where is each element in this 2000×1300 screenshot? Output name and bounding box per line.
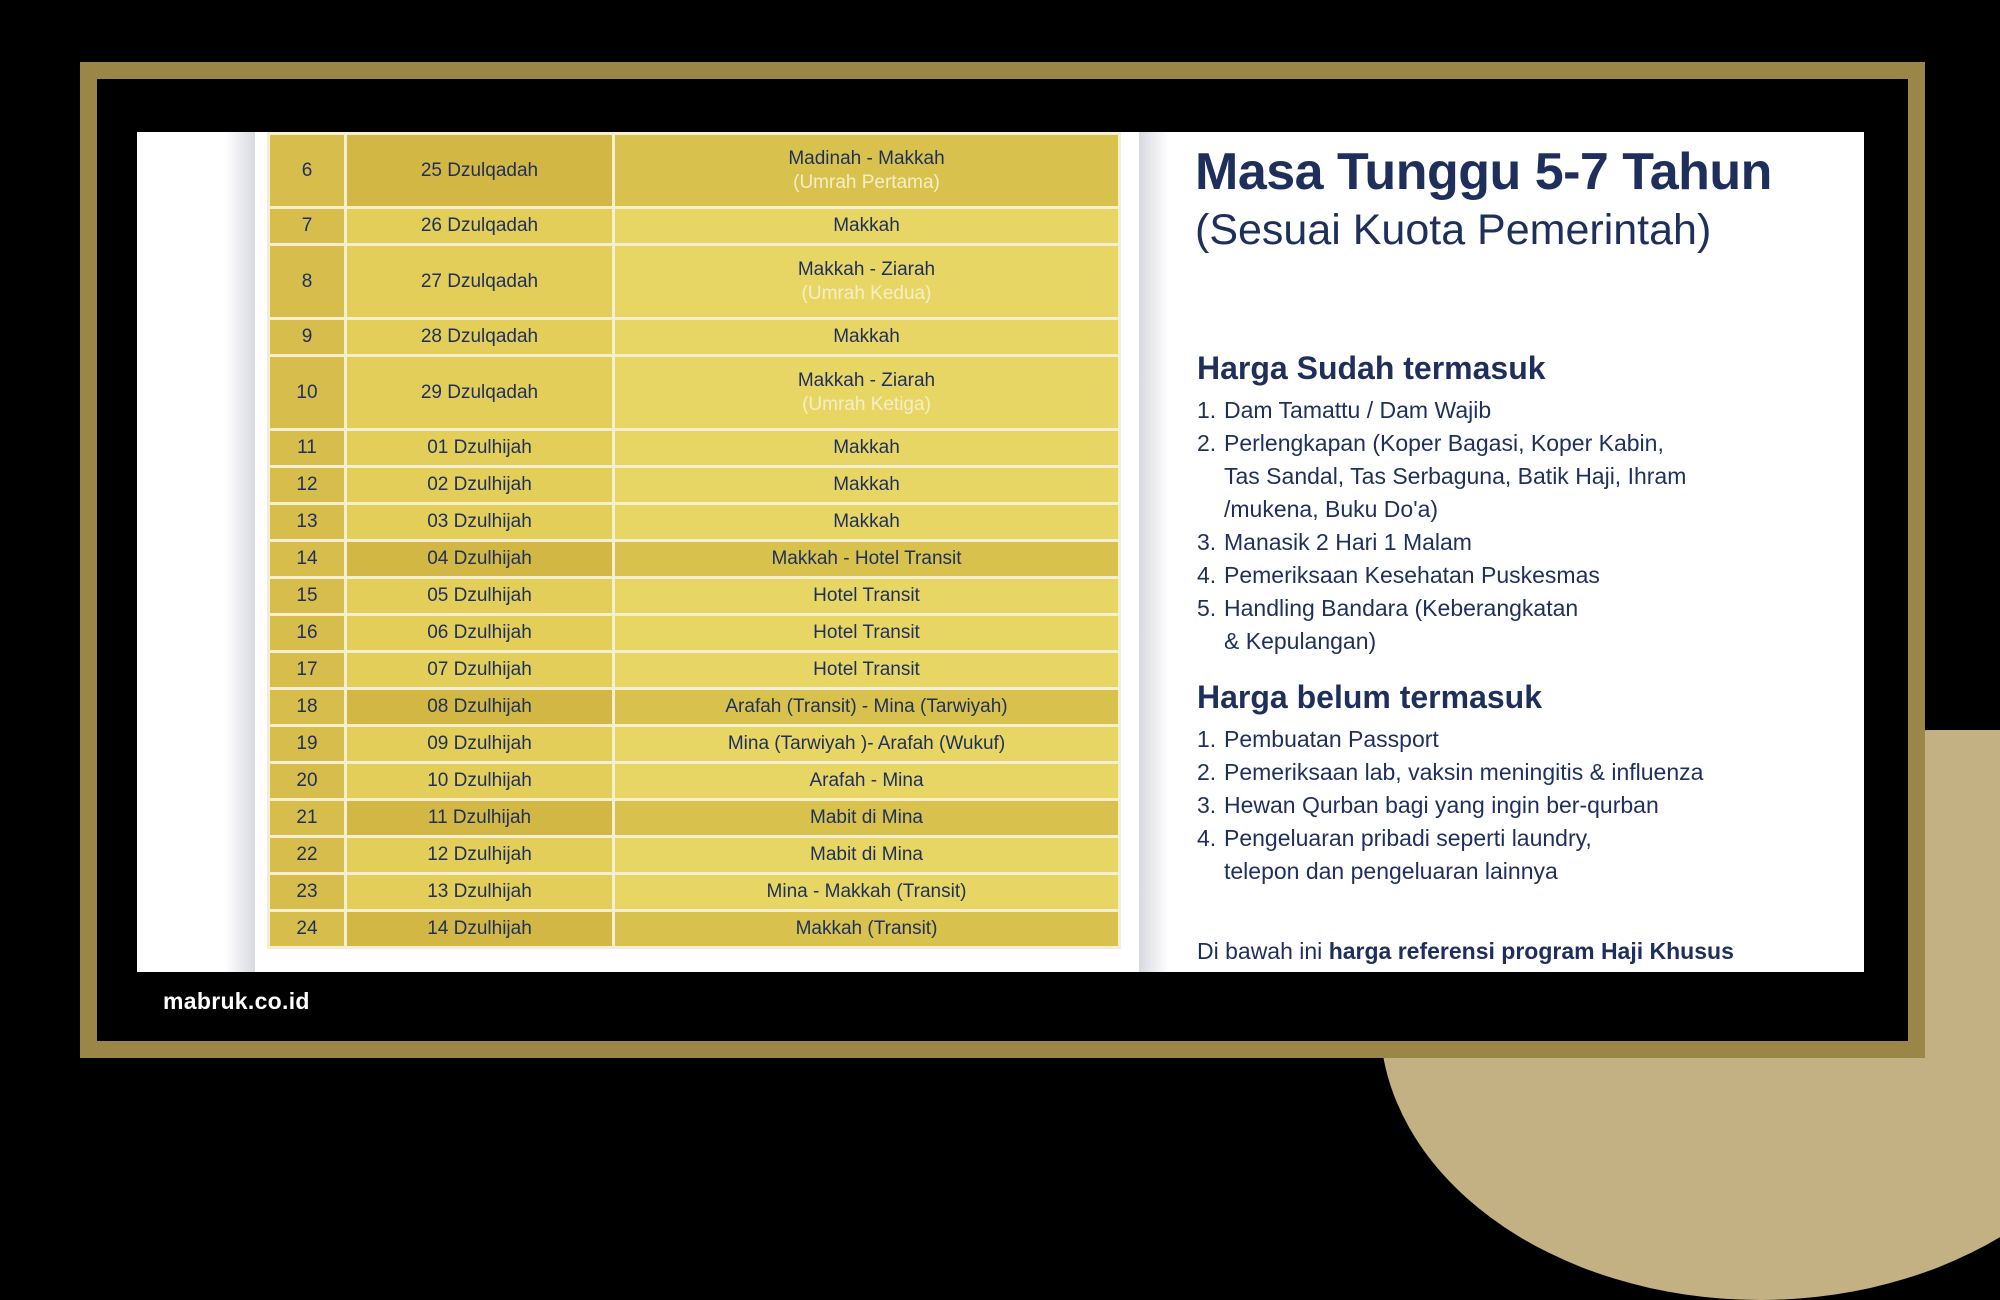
activity: Mina - Makkah (Transit) bbox=[766, 881, 967, 902]
list-text: Tas Sandal, Tas Serbaguna, Batik Haji, Ihram bbox=[1224, 463, 1687, 489]
itinerary-table-wrap bbox=[267, 132, 1255, 949]
day-number: 7 bbox=[269, 208, 346, 245]
table-row bbox=[269, 356, 1120, 430]
reference-note-prefix: Di bawah ini bbox=[1197, 938, 1329, 964]
activity-cell bbox=[614, 245, 1120, 319]
hijri-date: 29 Dzulqadah bbox=[346, 356, 614, 430]
list-text: & Kepulangan) bbox=[1224, 628, 1377, 654]
list-number: 3. bbox=[1197, 792, 1217, 818]
hijri-date: 05 Dzulhijah bbox=[346, 578, 614, 615]
table-row bbox=[269, 911, 1120, 948]
list-number: 4. bbox=[1197, 825, 1217, 851]
day-number: 11 bbox=[269, 430, 346, 467]
day-number: 15 bbox=[269, 578, 346, 615]
list-item bbox=[1197, 855, 1703, 888]
hijri-date: 09 Dzulhijah bbox=[346, 726, 614, 763]
activity-cell bbox=[614, 800, 1120, 837]
list-text: Hewan Qurban bagi yang ingin ber-qurban bbox=[1224, 792, 1659, 818]
day-number: 16 bbox=[269, 615, 346, 652]
table-row bbox=[269, 208, 1120, 245]
hijri-date: 06 Dzulhijah bbox=[346, 615, 614, 652]
day-number: 10 bbox=[269, 356, 346, 430]
table-row bbox=[269, 245, 1120, 319]
list-number: 4. bbox=[1197, 562, 1217, 588]
itinerary-table bbox=[267, 132, 1121, 949]
table-row bbox=[269, 615, 1120, 652]
list-item bbox=[1197, 526, 1686, 559]
list-item bbox=[1197, 723, 1703, 756]
day-number: 18 bbox=[269, 689, 346, 726]
activity: Hotel Transit bbox=[813, 622, 920, 643]
hijri-date: 10 Dzulhijah bbox=[346, 763, 614, 800]
activity: Makkah - Ziarah bbox=[797, 258, 936, 280]
list-item bbox=[1197, 394, 1686, 427]
hijri-date: 04 Dzulhijah bbox=[346, 541, 614, 578]
list-number: 1. bbox=[1197, 726, 1217, 752]
hijri-date: 12 Dzulhijah bbox=[346, 837, 614, 874]
activity-cell bbox=[614, 541, 1120, 578]
list-text: Pemeriksaan lab, vaksin meningitis & influenza bbox=[1224, 759, 1704, 785]
day-number: 22 bbox=[269, 837, 346, 874]
table-row bbox=[269, 430, 1120, 467]
hijri-date: 01 Dzulhijah bbox=[346, 430, 614, 467]
day-number: 24 bbox=[269, 911, 346, 948]
day-number: 6 bbox=[269, 134, 346, 208]
hijri-date: 14 Dzulhijah bbox=[346, 911, 614, 948]
activity-cell bbox=[614, 467, 1120, 504]
activity-cell bbox=[614, 208, 1120, 245]
included-list bbox=[1197, 394, 1686, 658]
activity-cell bbox=[614, 430, 1120, 467]
activity-cell bbox=[614, 726, 1120, 763]
page-title: Masa Tunggu 5-7 Tahun bbox=[1195, 143, 1772, 201]
hijri-date: 08 Dzulhijah bbox=[346, 689, 614, 726]
activity-cell bbox=[614, 763, 1120, 800]
list-item bbox=[1197, 460, 1686, 493]
activity: Mina (Tarwiyah )- Arafah (Wukuf) bbox=[727, 733, 1006, 754]
activity-cell bbox=[614, 319, 1120, 356]
table-row bbox=[269, 689, 1120, 726]
activity-cell bbox=[614, 578, 1120, 615]
list-text: Pembuatan Passport bbox=[1224, 726, 1439, 752]
hijri-date: 27 Dzulqadah bbox=[346, 245, 614, 319]
list-text: Perlengkapan (Koper Bagasi, Koper Kabin, bbox=[1224, 430, 1664, 456]
list-number: 5. bbox=[1197, 595, 1217, 621]
list-number: 1. bbox=[1197, 397, 1217, 423]
hijri-date: 13 Dzulhijah bbox=[346, 874, 614, 911]
activity-cell bbox=[614, 615, 1120, 652]
table-row bbox=[269, 837, 1120, 874]
table-row bbox=[269, 134, 1120, 208]
hijri-date: 07 Dzulhijah bbox=[346, 652, 614, 689]
list-item bbox=[1197, 493, 1686, 526]
brand-watermark: mabruk.co.id bbox=[163, 988, 310, 1014]
day-number: 13 bbox=[269, 504, 346, 541]
activity-note: (Umrah Pertama) bbox=[793, 171, 940, 193]
activity-note: (Umrah Ketiga) bbox=[802, 393, 931, 415]
list-text: Dam Tamattu / Dam Wajib bbox=[1224, 397, 1492, 423]
list-text: telepon dan pengeluaran lainnya bbox=[1224, 858, 1558, 884]
table-row bbox=[269, 504, 1120, 541]
hijri-date: 26 Dzulqadah bbox=[346, 208, 614, 245]
list-item bbox=[1197, 427, 1686, 460]
hijri-date: 03 Dzulhijah bbox=[346, 504, 614, 541]
activity-cell bbox=[614, 837, 1120, 874]
excluded-list bbox=[1197, 723, 1703, 888]
list-item bbox=[1197, 789, 1703, 822]
activity: Mabit di Mina bbox=[810, 844, 923, 865]
activity-cell bbox=[614, 874, 1120, 911]
activity: Hotel Transit bbox=[813, 585, 920, 606]
list-text: Manasik 2 Hari 1 Malam bbox=[1224, 529, 1472, 555]
activity: Madinah - Makkah bbox=[788, 147, 945, 169]
table-row bbox=[269, 467, 1120, 504]
activity-cell bbox=[614, 652, 1120, 689]
list-text: Handling Bandara (Keberangkatan bbox=[1224, 595, 1579, 621]
included-heading: Harga Sudah termasuk bbox=[1197, 350, 1546, 386]
activity-cell bbox=[614, 911, 1120, 948]
list-item bbox=[1197, 592, 1686, 625]
list-number: 2. bbox=[1197, 759, 1217, 785]
activity: Makkah (Transit) bbox=[795, 918, 938, 939]
activity: Arafah - Mina bbox=[809, 770, 924, 791]
list-text: /mukena, Buku Do'a) bbox=[1224, 496, 1439, 522]
table-row bbox=[269, 763, 1120, 800]
list-number: 3. bbox=[1197, 529, 1217, 555]
activity: Makkah - Hotel Transit bbox=[771, 548, 962, 569]
table-row bbox=[269, 800, 1120, 837]
list-text: Pengeluaran pribadi seperti laundry, bbox=[1224, 825, 1592, 851]
day-number: 9 bbox=[269, 319, 346, 356]
table-row bbox=[269, 319, 1120, 356]
table-row bbox=[269, 578, 1120, 615]
activity-cell bbox=[614, 689, 1120, 726]
list-item bbox=[1197, 559, 1686, 592]
activity: Mabit di Mina bbox=[810, 807, 923, 828]
hijri-date: 02 Dzulhijah bbox=[346, 467, 614, 504]
table-row bbox=[269, 726, 1120, 763]
hijri-date: 28 Dzulqadah bbox=[346, 319, 614, 356]
reference-note bbox=[1197, 938, 1734, 965]
table-row bbox=[269, 652, 1120, 689]
table-row bbox=[269, 541, 1120, 578]
day-number: 21 bbox=[269, 800, 346, 837]
excluded-heading: Harga belum termasuk bbox=[1197, 679, 1543, 715]
table-row bbox=[269, 874, 1120, 911]
reference-note-bold: harga referensi program Haji Khusus bbox=[1328, 938, 1734, 964]
activity: Makkah bbox=[833, 326, 900, 347]
list-item bbox=[1197, 625, 1686, 658]
activity: Hotel Transit bbox=[813, 659, 920, 680]
activity: Makkah bbox=[833, 437, 900, 458]
hijri-date: 25 Dzulqadah bbox=[346, 134, 614, 208]
activity: Makkah bbox=[833, 511, 900, 532]
list-item bbox=[1197, 822, 1703, 855]
day-number: 17 bbox=[269, 652, 346, 689]
activity-cell bbox=[614, 356, 1120, 430]
hijri-date: 11 Dzulhijah bbox=[346, 800, 614, 837]
activity-cell bbox=[614, 504, 1120, 541]
activity: Makkah - Ziarah bbox=[797, 369, 936, 391]
activity-note: (Umrah Kedua) bbox=[801, 282, 932, 304]
page-gutter-left bbox=[225, 132, 255, 972]
day-number: 20 bbox=[269, 763, 346, 800]
day-number: 23 bbox=[269, 874, 346, 911]
activity: Makkah bbox=[833, 474, 900, 495]
activity: Makkah bbox=[833, 215, 900, 236]
day-number: 19 bbox=[269, 726, 346, 763]
activity: Arafah (Transit) - Mina (Tarwiyah) bbox=[725, 696, 1008, 717]
day-number: 14 bbox=[269, 541, 346, 578]
list-text: Pemeriksaan Kesehatan Puskesmas bbox=[1224, 562, 1600, 588]
day-number: 8 bbox=[269, 245, 346, 319]
document-page bbox=[137, 132, 1864, 972]
day-number: 12 bbox=[269, 467, 346, 504]
list-number: 2. bbox=[1197, 430, 1217, 456]
activity-cell bbox=[614, 134, 1120, 208]
page-subtitle: (Sesuai Kuota Pemerintah) bbox=[1195, 206, 1712, 254]
list-item bbox=[1197, 756, 1703, 789]
